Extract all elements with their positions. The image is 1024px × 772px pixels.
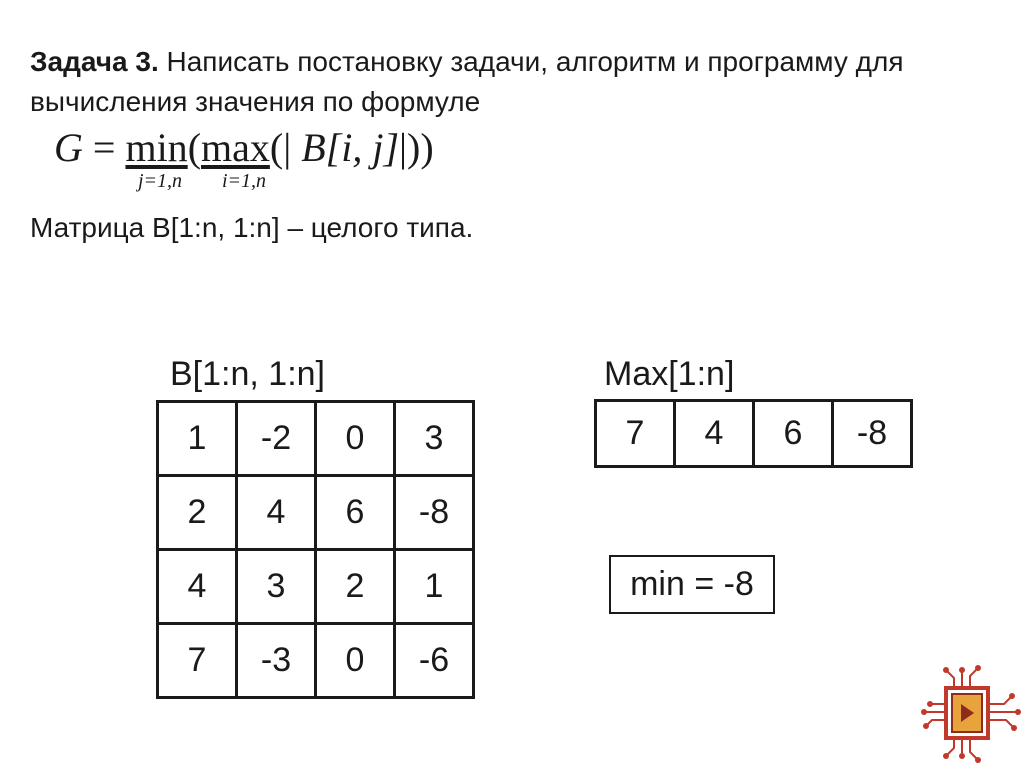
matrix-cell: 0	[316, 624, 395, 698]
max-array-label: Max[1:n]	[604, 355, 735, 393]
matrix-cell: 4	[237, 476, 316, 550]
max-cell: 4	[675, 401, 754, 467]
matrix-row	[158, 550, 474, 624]
min-result-box: min = -8	[609, 555, 775, 614]
matrix-row	[158, 476, 474, 550]
matrix-cell: 3	[237, 550, 316, 624]
matrix-cell: -2	[237, 402, 316, 476]
task-statement	[30, 42, 990, 122]
matrix-cell: 6	[316, 476, 395, 550]
matrix-cell: 7	[158, 624, 237, 698]
formula-min: min	[125, 125, 188, 170]
max-cell: 6	[754, 401, 833, 467]
matrix-cell: 2	[316, 550, 395, 624]
formula-main	[54, 124, 434, 171]
formula-open-abs: (|	[269, 125, 292, 170]
matrix-b-label: B[1:n, 1:n]	[170, 355, 325, 393]
formula	[54, 124, 654, 204]
formula-min-subscript: j=1,n	[138, 170, 183, 192]
matrix-cell: -6	[395, 624, 474, 698]
matrix-row	[158, 624, 474, 698]
formula-lhs: G	[54, 125, 83, 170]
matrix-note: Матрица В[1:n, 1:n] – целого типа.	[30, 212, 474, 243]
max-array-table	[594, 399, 913, 468]
matrix-cell: 2	[158, 476, 237, 550]
matrix-cell: 4	[158, 550, 237, 624]
task-label: Задача 3.	[30, 46, 159, 77]
matrix-row	[158, 402, 474, 476]
matrix-cell: 1	[158, 402, 237, 476]
matrix-cell: 1	[395, 550, 474, 624]
formula-close: |))	[399, 125, 434, 170]
formula-eq: =	[92, 125, 116, 170]
max-array-row	[596, 401, 912, 467]
formula-max: max	[201, 125, 270, 170]
formula-b: B	[301, 125, 326, 170]
matrix-cell: 3	[395, 402, 474, 476]
matrix-cell: -8	[395, 476, 474, 550]
formula-max-subscript: i=1,n	[222, 170, 267, 192]
circuit-chip-play-icon[interactable]	[918, 660, 1024, 767]
max-cell: 7	[596, 401, 675, 467]
formula-b-index: [i, j]	[325, 125, 400, 170]
task-text: Написать постановку задачи, алгоритм и программу для вычисления значения по формуле	[30, 46, 904, 117]
max-cell: -8	[833, 401, 912, 467]
matrix-cell: -3	[237, 624, 316, 698]
matrix-b-table	[156, 400, 475, 699]
matrix-cell: 0	[316, 402, 395, 476]
formula-open-paren: (	[187, 125, 202, 170]
